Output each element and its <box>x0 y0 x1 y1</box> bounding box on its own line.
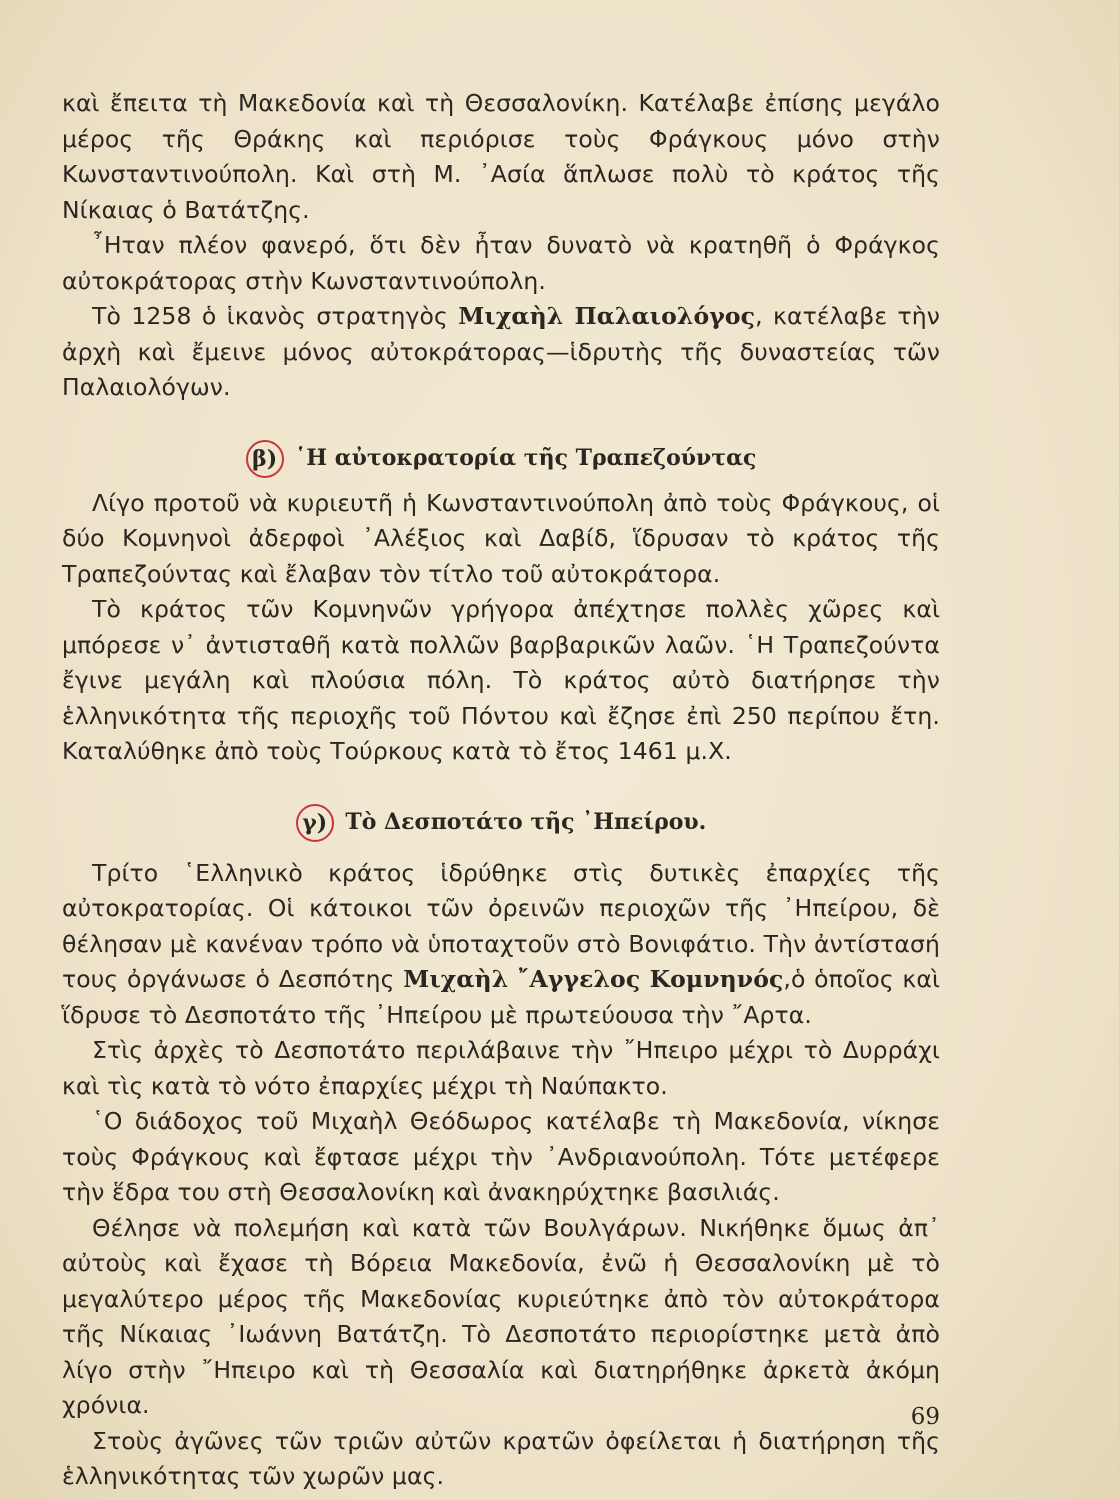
section-heading-trebizond <box>62 440 940 476</box>
circled-marker-c: γ) <box>296 804 334 842</box>
paragraph-epirus-3: ῾Ο διάδοχος τοῦ Μιχαὴλ Θεόδωρος κατέλαβε τὴ Μακεδονία, νίκησε τοὺς Φράγκους καὶ ἔφτασε μέχρι τὴν ᾿Ανδριανούπολη. Τότε μετέφερε τὴν ἕδρα του στὴ Θεσσαλονίκη καὶ ἀνακηρύχτηκε βασιλιάς. <box>62 1107 940 1206</box>
paragraph-epirus-1-text-a: Τρίτο ῾Ελληνικὸ κράτος ἱδρύθηκε στὶς δυτικὲς ἐπαρχίες τῆς αὐτοκρατορίας. Οἱ κάτοικοι τῶν ὀρεινῶν περιοχῶν τῆς ᾿Ηπείρου, δὲ θέλησαν μὲ κανέναν τρόπο νὰ ὑποταχτοῦν στὸ Βονιφάτιο. Τὴν ἀντίστασή τους ὀργάνωσε ὁ Δεσπότης <box>62 858 940 993</box>
paragraph-epirus-1-text-b: ,ὁ ὁποῖος καὶ ἵδρυσε τὸ Δεσποτάτο τῆς ᾿Ηπείρου μὲ πρωτεύουσα τὴν ῎Αρτα. <box>62 965 940 1029</box>
section-heading-epirus <box>62 804 940 840</box>
paragraph-trebizond-2: Τὸ κράτος τῶν Κομνηνῶν γρήγορα ἀπέχτησε πολλὲς χῶρες καὶ μπόρεσε ν᾿ ἀντισταθῆ κατὰ πολλῶν βαρβαρικῶν λαῶν. ῾Η Τραπεζούντα ἔγινε μεγάλη καὶ πλούσια πόλη. Τὸ κράτος αὐτὸ διατήρησε τὴν ἑλληνικότητα τῆς περιοχῆς τοῦ Πόντου καὶ ἔζησε ἐπὶ 250 περίπου ἔτη. Καταλύθηκε ἀπὸ τοὺς Τούρκους κατὰ τὸ ἔτος 1461 μ.Χ. <box>62 595 940 765</box>
paragraph-3-text-a: Τὸ 1258 ὁ ἱκανὸς στρατηγὸς <box>92 302 459 330</box>
paragraph-3-text-b: , κατέλαβε τὴν ἀρχὴ καὶ ἔμεινε μόνος αὐτοκράτορας—ἱδρυτὴς τῆς δυναστείας τῶν Παλαιολόγων. <box>62 302 940 401</box>
section-title-epirus: Τὸ Δεσποτάτο τῆς ᾿Ηπείρου. <box>345 808 707 835</box>
paragraph-epirus-4: Θέλησε νὰ πολεμήση καὶ κατὰ τῶν Βουλγάρων. Νικήθηκε ὅμως ἀπ᾿ αὐτοὺς καὶ ἔχασε τὴ Βόρεια Μακεδονία, ἐνῶ ἡ Θεσσαλονίκη μὲ τὸ μεγαλύτερο μέρος τῆς Μακεδονίας κυριεύτηκε ἀπὸ τὸν αὐτοκράτορα τῆς Νίκαιας ᾿Ιωάννη Βατάτζη. Τὸ Δεσποτάτο περιορίστηκε μετὰ ἀπὸ λίγο στὴν ῎Ηπειρο καὶ τὴ Θεσσαλία καὶ διατηρήθηκε ἀρκετὰ ἀκόμη χρόνια. <box>62 1213 940 1419</box>
paragraph-epirus-1 <box>62 856 940 1034</box>
paragraph-1: καὶ ἔπειτα τὴ Μακεδονία καὶ τὴ Θεσσαλονίκη. Κατέλαβε ἐπίσης μεγάλο μέρος τῆς Θράκης καὶ περιόρισε τοὺς Φράγκους μόνο στὴν Κωνσταντινούπολη. Καὶ στὴ Μ. ᾿Ασία ἅπλωσε πολὺ τὸ κράτος τῆς Νίκαιας ὁ Βατάτζης. <box>62 89 940 224</box>
page-number: 69 <box>910 1404 940 1430</box>
paragraph-epirus-2: Στὶς ἀρχὲς τὸ Δεσποτάτο περιλάβαινε τὴν ῎Ηπειρο μέχρι τὸ Δυρράχι καὶ τὶς κατὰ τὸ νότο ἐπαρχίες μέχρι τὴ Ναύπακτο. <box>62 1036 940 1100</box>
paragraph-trebizond-1: Λίγο προτοῦ νὰ κυριευτῆ ἡ Κωνσταντινούπολη ἀπὸ τοὺς Φράγκους, οἱ δύο Κομνηνοὶ ἀδερφοὶ ᾿Αλέξιος καὶ Δαβίδ, ἵδρυσαν τὸ κράτος τῆς Τραπεζούντας καὶ ἔλαβαν τὸν τίτλο τοῦ αὐτοκράτορα. <box>62 488 940 588</box>
paragraph-3 <box>62 299 940 406</box>
circled-marker-b: β) <box>246 440 284 478</box>
section-title-trebizond: ῾Η αὐτοκρατορία τῆς Τραπεζούντας <box>295 444 757 471</box>
name-michael-angelos-komnenos: Μιχαὴλ ῎Αγγελος Κομνηνός <box>403 965 784 993</box>
paragraph-2: ῏Ηταν πλέον φανερό, ὅτι δὲν ἦταν δυνατὸ νὰ κρατηθῆ ὁ Φράγκος αὐτοκράτορας στὴν Κωνσταντινούπολη. <box>62 231 940 295</box>
name-michael-palaiologos: Μιχαὴλ Παλαιολόγος <box>458 302 756 330</box>
paragraph-epirus-5: Στοὺς ἀγῶνες τῶν τριῶν αὐτῶν κρατῶν ὀφείλεται ἡ διατήρηση τῆς ἑλληνικότητας τῶν χωρῶν μας. <box>62 1426 940 1490</box>
page-body <box>62 86 940 1495</box>
